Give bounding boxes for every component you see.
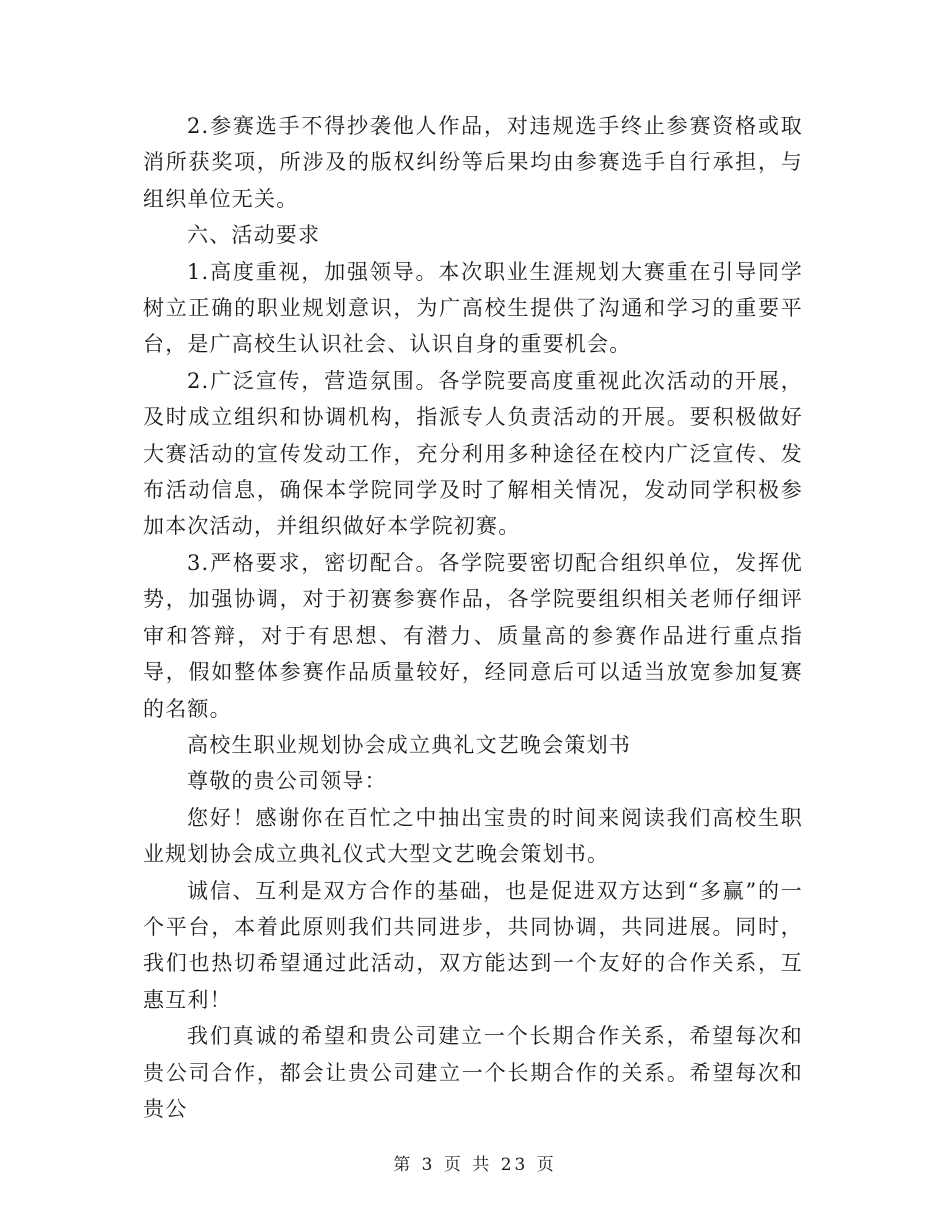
salutation: 尊敬的贵公司领导： <box>187 769 387 794</box>
paragraph-rule-2: 2.参赛选手不得抄袭他人作品，对违规选手终止参赛资格或取消所获奖项，所涉及的版权纠纷等后果均由参赛选手自行承担，与组织单位无关。 <box>143 114 803 211</box>
page-number-footer: 第 3 页 共 23 页 <box>393 1155 557 1175</box>
paragraph-greeting: 您好！感谢你在百忙之中抽出宝贵的时间来阅读我们高校生职业规划协会成立典礼仪式大型文艺晚会策划书。 <box>143 805 803 867</box>
section-heading-proposal-title: 高校生职业规划协会成立典礼文艺晚会策划书 <box>187 732 631 757</box>
paragraph-long-term: 我们真诚的希望和贵公司建立一个长期合作关系，希望每次和贵公司合作，都会让贵公司建立一个长期合作的关系。希望每次和贵公 <box>143 1024 803 1121</box>
paragraph-requirement-2: 2.广泛宣传，营造氛围。各学院要高度重视此次活动的开展，及时成立组织和协调机构，指派专人负责活动的开展。要积极做好大赛活动的宣传发动工作，充分利用多种途径在校内广泛宣传、发布活动信息，确保本学院同学及时了解相关情况，发动同学积极参加本次活动，并组织做好本学院初赛。 <box>143 368 803 539</box>
paragraph-requirement-3: 3.严格要求，密切配合。各学院要密切配合组织单位，发挥优势，加强协调，对于初赛参赛作品，各学院要组织相关老师仔细评审和答辩，对于有思想、有潜力、质量高的参赛作品进行重点指导，假如整体参赛作品质量较好，经同意后可以适当放宽参加复赛的名额。 <box>143 550 803 721</box>
paragraph-cooperation: 诚信、互利是双方合作的基础，也是促进双方达到“多赢”的一个平台，本着此原则我们共同进步，共同协调，共同进展。同时，我们也热切希望通过此活动，双方能达到一个友好的合作关系，互惠互利！ <box>143 878 803 1012</box>
paragraph-requirement-1: 1.高度重视，加强领导。本次职业生涯规划大赛重在引导同学树立正确的职业规划意识，为广高校生提供了沟通和学习的重要平台，是广高校生认识社会、认识自身的重要机会。 <box>143 259 803 357</box>
section-heading-requirements: 六、活动要求 <box>187 223 321 248</box>
document-body <box>143 108 803 1127</box>
